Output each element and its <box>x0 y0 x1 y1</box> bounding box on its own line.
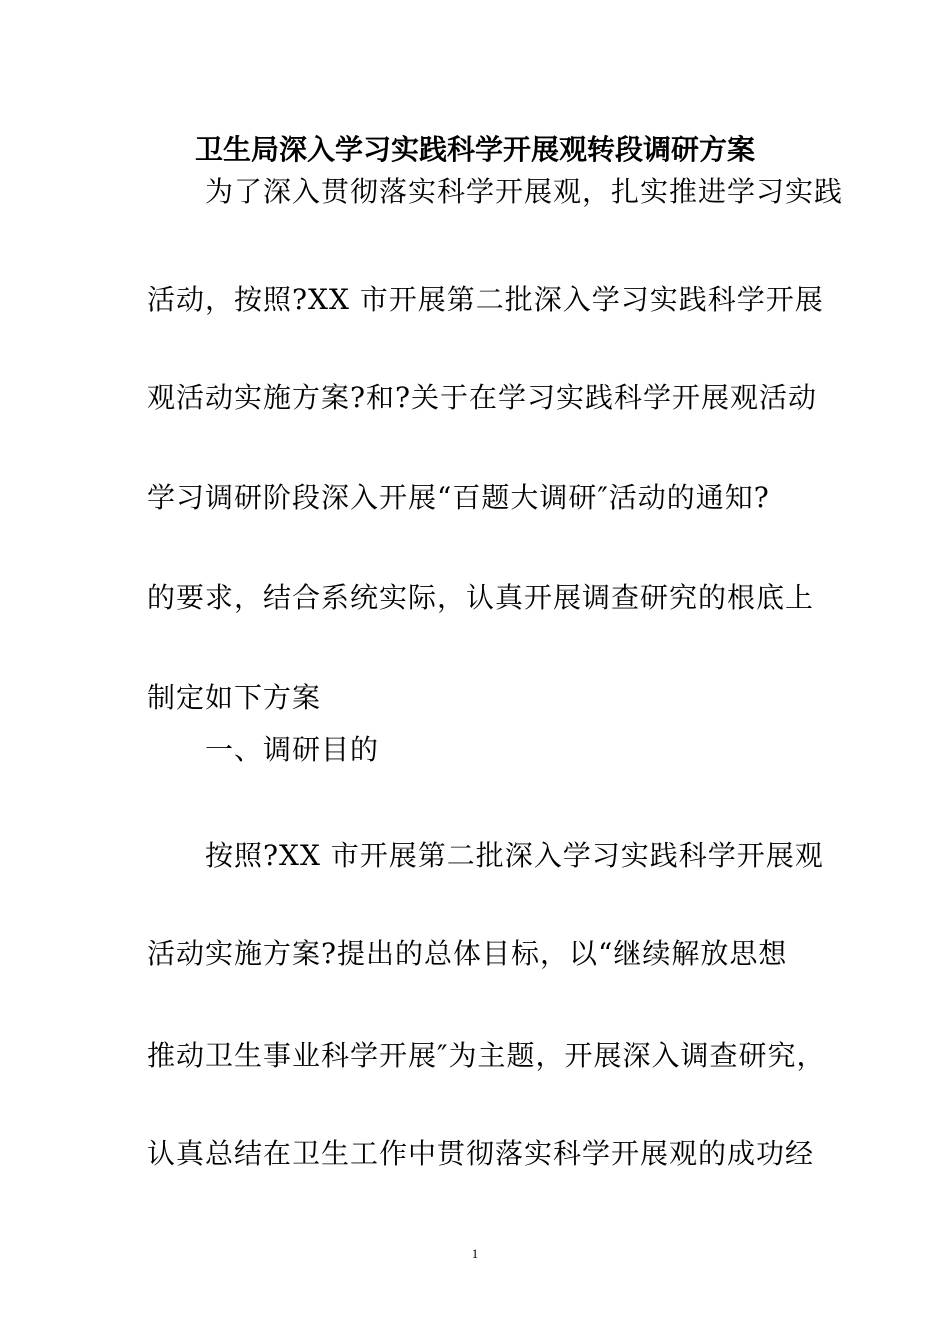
paragraph-line: 活动实施方案?提出的总体目标，以“继续解放思想 <box>147 937 788 970</box>
paragraph-line: 的要求，结合系统实际，认真开展调查研究的根底上 <box>147 581 815 614</box>
paragraph-line: 活动，按照?XX 市开展第二批深入学习实践科学开展 <box>147 283 824 316</box>
page-number: 1 <box>471 1246 479 1261</box>
paragraph-line: 制定如下方案 <box>147 681 322 714</box>
paragraph-line: 认真总结在卫生工作中贯彻落实科学开展观的成功经 <box>147 1137 815 1170</box>
paragraph-line: 推动卫生事业科学开展″为主题，开展深入调查研究， <box>147 1039 826 1072</box>
paragraph-line: 为了深入贯彻落实科学开展观，扎实推进学习实践 <box>205 175 844 208</box>
paragraph-line: 学习调研阶段深入开展“百题大调研″活动的通知? <box>147 481 770 514</box>
section-heading: 一、调研目的 <box>205 733 380 766</box>
paragraph-line: 观活动实施方案?和?关于在学习实践科学开展观活动 <box>147 381 818 414</box>
document-title: 卫生局深入学习实践科学开展观转段调研方案 <box>194 133 755 166</box>
paragraph-line: 按照?XX 市开展第二批深入学习实践科学开展观 <box>205 839 824 872</box>
